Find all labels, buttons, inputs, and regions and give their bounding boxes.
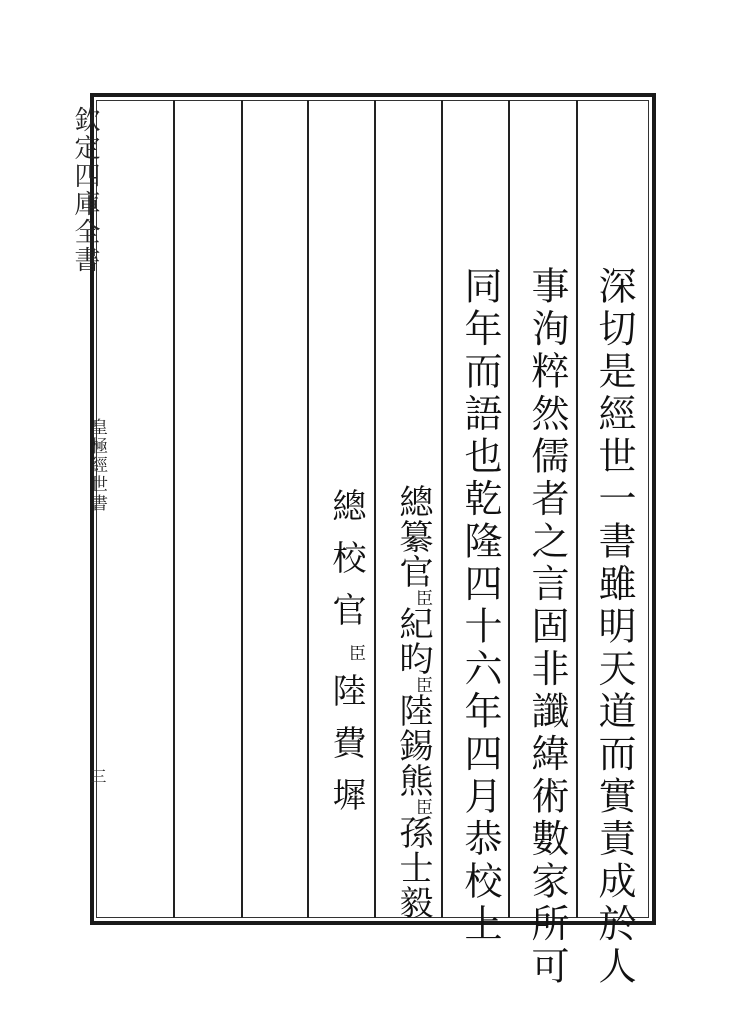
- compiler-name-ji-yun: 紀昀: [393, 606, 433, 676]
- margin-page-number: 三: [88, 768, 107, 784]
- proofreader-title: 總校官: [326, 488, 366, 644]
- column-rule: [307, 100, 309, 918]
- proofreader-column: [322, 488, 379, 829]
- compilers-column: [389, 484, 446, 920]
- margin-title: 欽定四庫全書: [70, 106, 100, 274]
- column-rule: [241, 100, 243, 918]
- chen-mark: 臣: [412, 676, 432, 693]
- text-column-1: 深切是經世一書雖明天道而實責成於人: [592, 266, 636, 989]
- text-column-3: 同年而語也乾隆四十六年四月恭校上: [458, 266, 502, 946]
- chen-mark: 臣: [412, 589, 432, 606]
- compiler-name-sun-shiyi: 孫士毅: [393, 815, 433, 920]
- column-rule: [173, 100, 175, 918]
- column-rule: [508, 100, 510, 918]
- compiler-title: 總纂官: [393, 484, 433, 589]
- chen-mark: 臣: [345, 644, 365, 673]
- text-column-2: 事洵粹然儒者之言固非讖緯術數家所可: [525, 266, 569, 989]
- margin-book-title: 皇極經世書: [87, 418, 107, 513]
- column-rule: [576, 100, 578, 918]
- compiler-name-lu-xixiong: 陸錫熊: [393, 693, 433, 798]
- proofreader-name: 陸費墀: [326, 673, 366, 829]
- chen-mark: 臣: [412, 798, 432, 815]
